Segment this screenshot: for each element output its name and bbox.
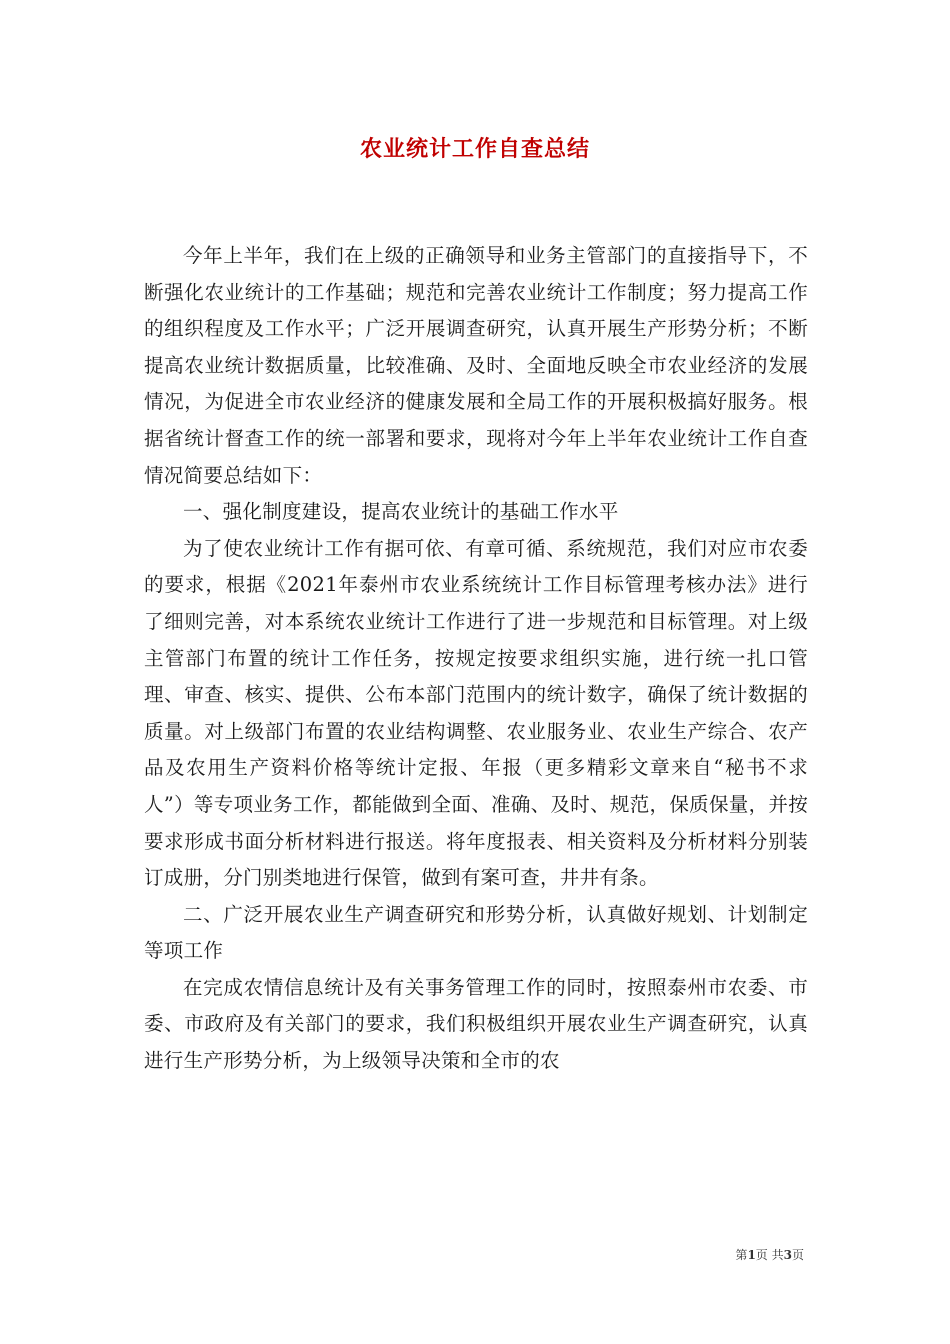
footer-total-pages: 3 (783, 1248, 792, 1262)
footer-middle: 页 共 (755, 1248, 784, 1262)
document-title: 农业统计工作自查总结 (359, 137, 590, 162)
footer-suffix: 页 (791, 1248, 804, 1262)
document-body (144, 238, 808, 1080)
section-heading-1: 一、强化制度建设，提高农业统计的基础工作水平 (183, 500, 619, 524)
paragraph-intro: 今年上半年，我们在上级的正确领导和业务主管部门的直接指导下，不断强化农业统计的工作基础；规范和完善农业统计工作制度；努力提高工作的组织程度及工作水平；广泛开展调查研究，认真开展生产形势分析；不断提高农业统计数据质量，比较准确、及时、全面地反映全市农业经济的发展情况，为促进全市农业经济的健康发展和全局工作的开展积极搞好服务。根据省统计督查工作的统一部署和要求，现将对今年上半年农业统计工作自查情况简要总结如下： (144, 244, 808, 487)
footer-current-page: 1 (747, 1248, 756, 1262)
paragraph-section-2: 在完成农情信息统计及有关事务管理工作的同时，按照泰州市农委、市委、市政府及有关部门的要求，我们积极组织开展农业生产调查研究，认真进行生产形势分析，为上级领导决策和全市的农 (144, 975, 808, 1073)
paragraph-section-1: 为了使农业统计工作有据可依、有章可循、系统规范，我们对应市农委的要求，根据《2021年泰州市农业系统统计工作目标管理考核办法》进行了细则完善，对本系统农业统计工作进行了进一步规范和目标管理。对上级主管部门布置的统计工作任务，按规定按要求组织实施，进行统一扎口管理、审查、核实、提供、公布本部门范围内的统计数字，确保了统计数据的质量。对上级部门布置的农业结构调整、农业服务业、农业生产综合、农产品及农用生产资料价格等统计定报、年报（更多精彩文章来自“秘书不求人”）等专项业务工作，都能做到全面、准确、及时、规范，保质保量，并按要求形成书面分析材料进行报送。将年度报表、相关资料及分析材料分别装订成册，分门别类地进行保管，做到有案可查，井井有条。 (144, 536, 808, 890)
section-heading-2: 二、广泛开展农业生产调查研究和形势分析，认真做好规划、计划制定等项工作 (144, 902, 808, 963)
footer-prefix: 第 (735, 1248, 748, 1262)
page-number-footer (735, 1246, 804, 1263)
